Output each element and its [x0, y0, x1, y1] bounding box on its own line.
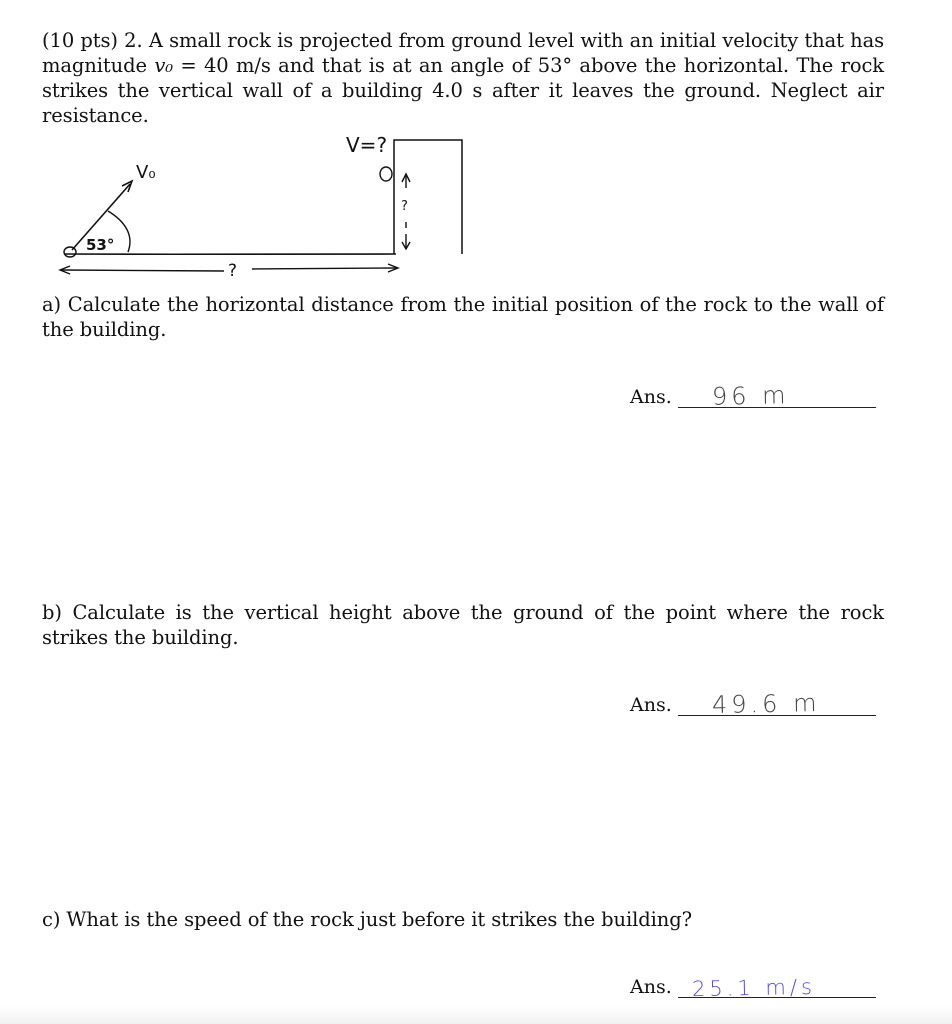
- distance-arrow-left: [62, 270, 224, 271]
- rock-impact-icon: [380, 167, 392, 181]
- answer-a-label: Ans.: [630, 386, 672, 408]
- answer-b: [630, 680, 880, 720]
- question-a: a) Calculate the horizontal distance from the initial position of the rock to the wall of the building.: [42, 293, 884, 341]
- answer-a: [630, 372, 880, 412]
- answer-b-label: Ans.: [630, 694, 672, 716]
- answer-a-value: 96 m: [711, 381, 790, 411]
- answer-c: [630, 962, 880, 1002]
- answer-c-label: Ans.: [630, 976, 672, 998]
- height-unknown-label: ?: [401, 199, 408, 214]
- distance-arrow-right: [252, 268, 396, 269]
- question-b: b) Calculate is the vertical height above the ground of the point where the rock strikes the building.: [42, 601, 884, 649]
- problem-intro-prefix: (10 pts) 2. A small rock is projected from ground level with an initial velocity that has magnitude: [42, 29, 884, 77]
- building-outline: [394, 140, 462, 254]
- problem-statement: [42, 28, 884, 128]
- projectile-diagram: [56, 124, 476, 286]
- impact-velocity-label: V=?: [346, 133, 388, 157]
- distance-unknown-label: ?: [228, 261, 238, 281]
- answer-c-value: 25.1 m/s: [691, 974, 817, 1002]
- angle-label: 53°: [86, 236, 115, 254]
- problem-intro-suffix: = 40 m/s and that is at an angle of 53° above the horizontal. The rock strikes the vertical wall of a building 4.0 s after it leaves the ground. Neglect air resistance.: [42, 54, 884, 127]
- answer-b-value: 49.6 m: [711, 689, 821, 719]
- page-bottom-edge: [0, 1006, 952, 1024]
- question-c: c) What is the speed of the rock just before it strikes the building?: [42, 908, 692, 931]
- v0-label: V₀: [136, 162, 156, 183]
- v0-symbol: v₀: [154, 54, 173, 77]
